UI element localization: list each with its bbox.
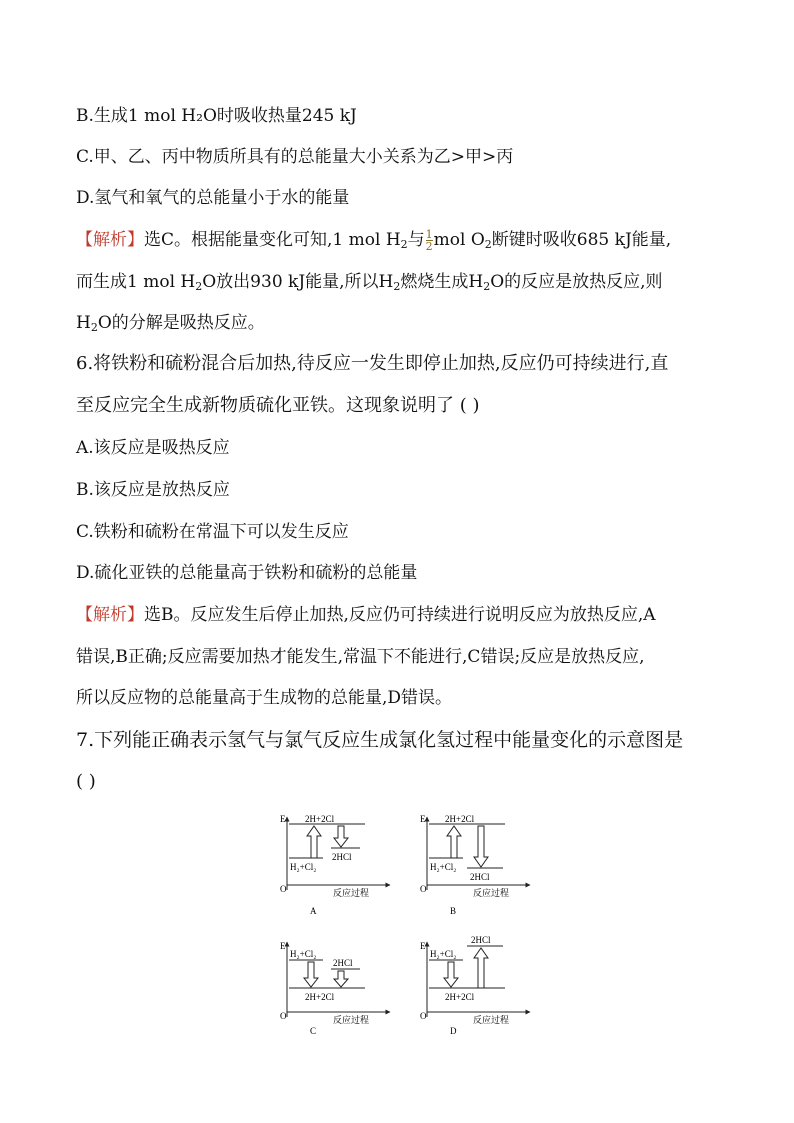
- diagram-c-axis-x: 反应过程: [333, 1015, 370, 1025]
- diagram-d-hcl: 2HCl: [471, 935, 491, 945]
- question-6-option-a: A.该反应是吸热反应: [76, 438, 230, 458]
- diagram-a-h2cl2: H₂+Cl₂: [290, 862, 317, 872]
- diagram-c-hcl: 2HCl: [333, 958, 353, 968]
- diagram-a-axis-y: E: [280, 814, 286, 824]
- energy-diagrams-figure: [275, 812, 555, 1042]
- diagram-a-label: A: [310, 906, 317, 916]
- analysis-5-line-2: 而生成1 mol $H_2O$放出930 kJ能量,所以$H_2$燃烧生成$H_2O$的反应是放热反应,则: [76, 272, 663, 293]
- diagram-d-h2cl2: H₂+Cl₂: [430, 949, 457, 959]
- analysis-5-line-1: 【解析】选C。根据能量变化可知,1 mol $H_2$与 $\frac{1}{2}$ mol $O_2$断键时吸收685 kJ能量,: [76, 228, 672, 253]
- analysis-tag: 【解析】: [76, 230, 144, 250]
- diagram-d-axis-x: 反应过程: [473, 1015, 510, 1025]
- diagram-b-hcl: 2HCl: [470, 872, 490, 882]
- analysis-6-line-2: 错误,B正确;反应需要加热才能发生,常温下不能进行,C错误;反应是放热反应,: [76, 647, 645, 667]
- diagram-c-axis-y: E: [280, 941, 286, 951]
- diagram-b-h2cl2: H₂+Cl₂: [430, 862, 457, 872]
- diagram-c-h2cl2: H₂+Cl₂: [290, 949, 317, 959]
- fraction-one-half: $\frac{1}{2}$: [425, 228, 433, 253]
- analysis-5-line-3: $H_2O$的分解是吸热反应。: [76, 313, 265, 334]
- diagram-a-hcl: 2HCl: [332, 852, 352, 862]
- diagram-a-atoms: 2H+2Cl: [305, 814, 335, 824]
- question-6-option-c: C.铁粉和硫粉在常温下可以发生反应: [76, 522, 349, 542]
- diagram-c-origin: O: [280, 1011, 287, 1021]
- diagram-d-axis-y: E: [420, 941, 426, 951]
- diagram-b-axis-y: E: [420, 814, 426, 824]
- diagram-c-atoms: 2H+2Cl: [305, 992, 335, 1002]
- diagram-b-atoms: 2H+2Cl: [445, 814, 475, 824]
- question-6-stem-2: 至反应完全生成新物质硫化亚铁。这现象说明了 ( ): [76, 395, 480, 416]
- option-d-line: D.氢气和氧气的总能量小于水的能量: [76, 188, 350, 208]
- diagram-b-label: B: [450, 906, 457, 916]
- question-7-stem-2: ( ): [76, 771, 96, 792]
- diagram-c-label: C: [310, 1026, 317, 1036]
- analysis-6-line-3: 所以反应物的总能量高于生成物的总能量,D错误。: [76, 688, 453, 708]
- diagram-d-origin: O: [420, 1011, 427, 1021]
- diagram-a-axis-x: 反应过程: [333, 888, 370, 898]
- diagram-b-origin: O: [420, 884, 427, 894]
- diagram-d-label: D: [450, 1026, 457, 1036]
- diagram-d-atoms: 2H+2Cl: [445, 992, 475, 1002]
- question-6-stem-1: 6.将铁粉和硫粉混合后加热,待反应一发生即停止加热,反应仍可持续进行,直: [76, 353, 669, 374]
- analysis-6-line-1: 【解析】选B。反应发生后停止加热,反应仍可持续进行说明反应为放热反应,A: [76, 605, 656, 625]
- question-6-option-b: B.该反应是放热反应: [76, 480, 230, 500]
- option-b-line: B.生成1 mol H₂O时吸收热量245 kJ: [76, 106, 357, 126]
- option-c-line: C.甲、乙、丙中物质所具有的总能量大小关系为乙>甲>丙: [76, 147, 514, 167]
- diagram-a-origin: O: [280, 884, 287, 894]
- question-7-stem-1: 7.下列能正确表示氢气与氯气反应生成氯化氢过程中能量变化的示意图是: [76, 729, 684, 751]
- diagram-b-axis-x: 反应过程: [473, 888, 510, 898]
- question-6-option-d: D.硫化亚铁的总能量高于铁粉和硫粉的总能量: [76, 563, 418, 583]
